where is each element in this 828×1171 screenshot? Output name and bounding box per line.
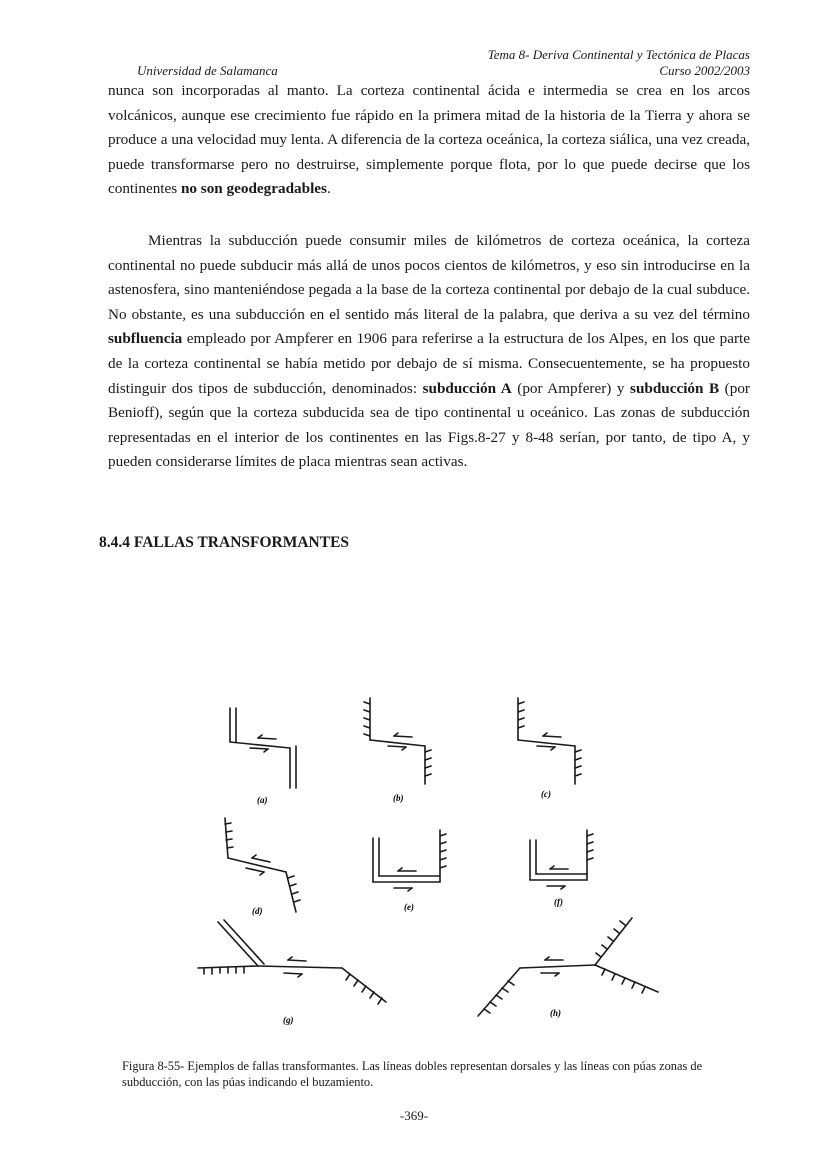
paragraph-2-text-3: (por Ampferer) y bbox=[511, 379, 631, 397]
header-course: Curso 2002/2003 bbox=[659, 63, 750, 78]
page-number: -369- bbox=[399, 1108, 429, 1123]
label-d: (d) bbox=[252, 906, 263, 916]
transform-faults-figure bbox=[0, 680, 828, 1040]
paragraph-2-text-4: (por Benioff), según que la corteza subducida sea de tipo continental u oceánico. Las zonas de subducción representadas en el interior de los continentes en las Figs.8-27 y 8-48 serían, por tanto, de tipo A, y pueden considerarse límites de placa mientras sean activas. bbox=[108, 379, 750, 471]
diagram-a bbox=[230, 708, 296, 788]
diagram-b bbox=[364, 698, 431, 784]
term-subduccion-b: subducción B bbox=[630, 379, 720, 397]
label-a: (a) bbox=[257, 795, 268, 805]
label-g: (g) bbox=[283, 1015, 294, 1025]
paragraph-1-text: nunca son incorporadas al manto. La corteza continental ácida e intermedia se crea en los arcos volcánicos, aunque ese crecimiento fue rápido en la primera mitad de la historia de la Tierra y ahora se produce a una velocidad muy lenta. A diferencia de la corteza oceánica, la corteza siálica, una vez creada, puede transformarse pero no destruirse, simplemente porque flota, por lo que puede decirse que los continentes bbox=[108, 82, 750, 198]
label-h: (h) bbox=[550, 1008, 561, 1018]
diagram-e bbox=[373, 830, 446, 891]
diagram-h bbox=[478, 918, 658, 1016]
diagram-f bbox=[530, 830, 593, 889]
diagram-c bbox=[518, 698, 581, 784]
label-b: (b) bbox=[393, 793, 404, 803]
term-subfluencia: subfluencia bbox=[108, 330, 183, 348]
label-f: (f) bbox=[554, 897, 563, 907]
header-university: Universidad de Salamanca bbox=[137, 63, 278, 78]
paragraph-1-end: . bbox=[326, 180, 331, 198]
header-topic: Tema 8- Deriva Continental y Tectónica de Placas bbox=[487, 47, 750, 62]
paragraph-1-bold: no son geodegradables bbox=[180, 180, 327, 198]
figure-caption: Figura 8-55- Ejemplos de fallas transformantes. Las líneas dobles representan dorsales y las líneas con púas zonas de subducción, con las púas indicando el buzamiento. bbox=[122, 1059, 703, 1089]
diagram-g bbox=[198, 920, 386, 1004]
paragraph-2-text-1: Mientras la subducción puede consumir miles de kilómetros de corteza oceánica, la corteza continental no puede subducir más allá de unos pocos cientos de kilómetros, y eso sin introducirse en la astenosfera, sino manteniéndose pegada a la base de la corteza continental por debajo de la cual subduce. No obstante, es una subducción en el sentido más literal de la palabra, que deriva a su vez del término bbox=[108, 232, 750, 323]
label-e: (e) bbox=[404, 902, 414, 912]
paragraph-1 bbox=[108, 79, 750, 202]
term-subduccion-a: subducción A bbox=[422, 379, 512, 397]
diagram-d bbox=[225, 818, 300, 912]
paragraph-2 bbox=[108, 229, 750, 475]
label-c: (c) bbox=[541, 789, 551, 799]
paragraph-2-text-2: empleado por Ampferer en 1906 para referirse a la estructura de los Alpes, en los que parte de la corteza continental se había metido por debajo de sí misma. Consecuentemente, se ha propuesto distinguir dos tipos de subducción, denominados: bbox=[108, 330, 750, 397]
section-heading: 8.4.4 FALLAS TRANSFORMANTES bbox=[99, 534, 350, 551]
